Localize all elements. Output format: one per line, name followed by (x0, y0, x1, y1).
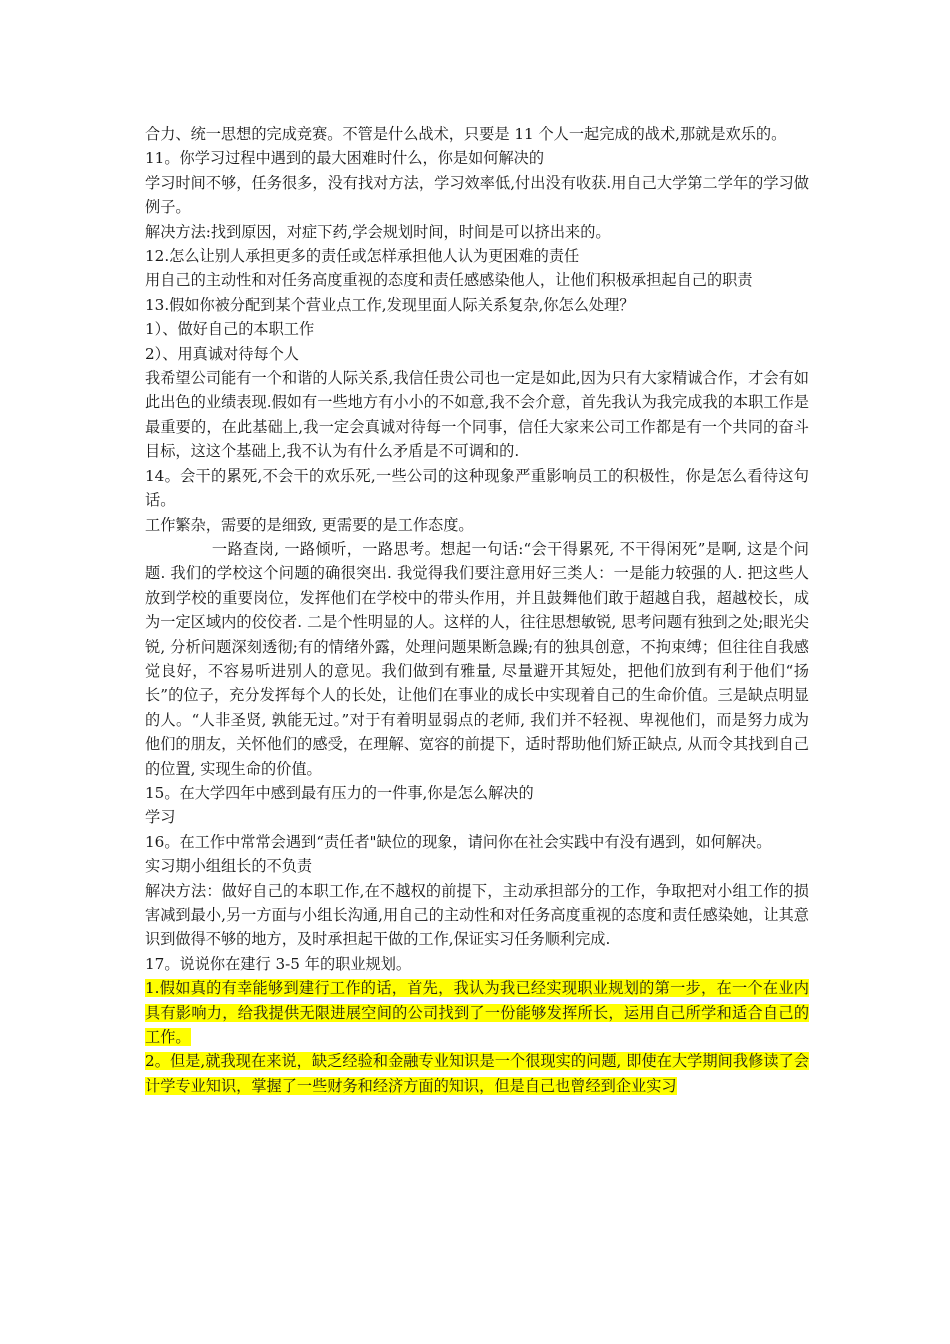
answer-15: 学习 (145, 808, 176, 827)
question-12: 12.怎么让别人承担更多的责任或怎样承担他人认为更困难的责任 (145, 247, 580, 266)
question-16: 16。在工作中常常会遇到“责任者"缺位的现象，请问你在社会实践中有没有遇到，如何解决。 (145, 832, 772, 851)
question-14: 14。会干的累死,不会干的欢乐死,一些公司的这种现象严重影响员工的积极性，你是怎么看待这句话。 (145, 466, 809, 510)
answer-17-point-1 (145, 976, 809, 1049)
paragraph-continuation: 合力、统一思想的完成竞赛。不管是什么战术，只要是 11 个人一起完成的战术,那就是欢乐的。 (145, 125, 787, 143)
answer-13-point-1: 1）、做好自己的本职工作 (145, 320, 315, 339)
question-13: 13.假如你被分配到某个营业点工作,发现里面人际关系复杂,你怎么处理？ (145, 295, 635, 314)
solution-16: 解决方法：做好自己的本职工作,在不越权的前提下，主动承担部分的工作，争取把对小组工作的损害减到最小,另一方面与小组长沟通,用自己的主动性和对任务高度重视的态度和责任感染她，让其意识到做得不够的地方，及时承担起干做的工作,保证实习任务顺利完成. (145, 881, 809, 949)
document-page (145, 122, 809, 1098)
answer-14-summary: 工作繁杂，需要的是细致, 更需要的是工作态度。 (145, 515, 474, 534)
highlighted-text: 1.假如真的有幸能够到建行工作的话，首先，我认为我已经实现职业规划的第一步，在一个在业内具有影响力，给我提供无限进展空间的公司找到了一份能够发挥所长，运用自己所学和适合自己的工作。 (145, 979, 809, 1047)
answer-16: 实习期小组组长的不负责 (145, 857, 313, 876)
answer-14-detail: 一路查岗, 一路倾听，一路思考。想起一句话:“会干得累死, 不干得闲死”是啊, 这是个问题. 我们的学校这个问题的确很突出. 我觉得我们要注意用好三类人：一是能力较强的人. 把这些人放到学校的重要岗位，发挥他们在学校中的带头作用，并且鼓舞他们敢于超越自我，超越校长，成为一定区域内的佼佼者. 二是个性明显的人。这样的人，往往思想敏锐, 思考问题有独到之处;眼光尖锐, 分析问题深刻透彻;有的情绪外露，处理问题果断急躁;有的独具创意，不拘束缚；但往往自我感觉良好，不容易听进别人的意见。我们做到有雅量, 尽量避开其短处，把他们放到有利于他们“扬长”的位子，充分发挥每个人的长处，让他们在事业的成长中实现着自己的生命价值。三是缺点明显的人。“人非圣贤, 孰能无过。”对于有着明显弱点的老师, 我们并不轻视、卑视他们，而是努力成为他们的朋友，关怀他们的感受，在理解、宽容的前提下，适时帮助他们矫正缺点, 从而令其找到自己的位置, 实现生命的价值。 (145, 539, 809, 778)
question-11: 11。你学习过程中遇到的最大困难时什么，你是如何解决的 (145, 149, 545, 168)
answer-13-point-2: 2）、用真诚对待每个人 (145, 344, 299, 363)
answer-17-point-2 (145, 1049, 809, 1098)
question-17: 17。说说你在建行 3-5 年的职业规划。 (145, 954, 412, 973)
answer-11: 学习时间不够，任务很多，没有找对方法，学习效率低,付出没有收获.用自己大学第二学年的学习做例子。 (145, 173, 809, 217)
solution-11: 解决方法:找到原因，对症下药,学会规划时间，时间是可以挤出来的。 (145, 222, 611, 241)
answer-12: 用自己的主动性和对任务高度重视的态度和责任感感染他人，让他们积极承担起自己的职责 (145, 271, 753, 290)
answer-13-detail: 我希望公司能有一个和谐的人际关系,我信任贵公司也一定是如此,因为只有大家精诚合作，才会有如此出色的业绩表现.假如有一些地方有小小的不如意,我不会介意，首先我认为我完成我的本职工作是最重要的，在此基础上,我一定会真诚对待每一个同事，信任大家来公司工作都是有一个共同的奋斗目标，这这个基础上,我不认为有什么矛盾是不可调和的. (145, 369, 809, 461)
question-15: 15。在大学四年中感到最有压力的一件事,你是怎么解决的 (145, 783, 534, 802)
highlighted-text: 2。但是,就我现在来说，缺乏经验和金融专业知识是一个很现实的问题, 即使在大学期间我修读了会计学专业知识，掌握了一些财务和经济方面的知识，但是自己也曾经到企业实习 (145, 1052, 809, 1095)
